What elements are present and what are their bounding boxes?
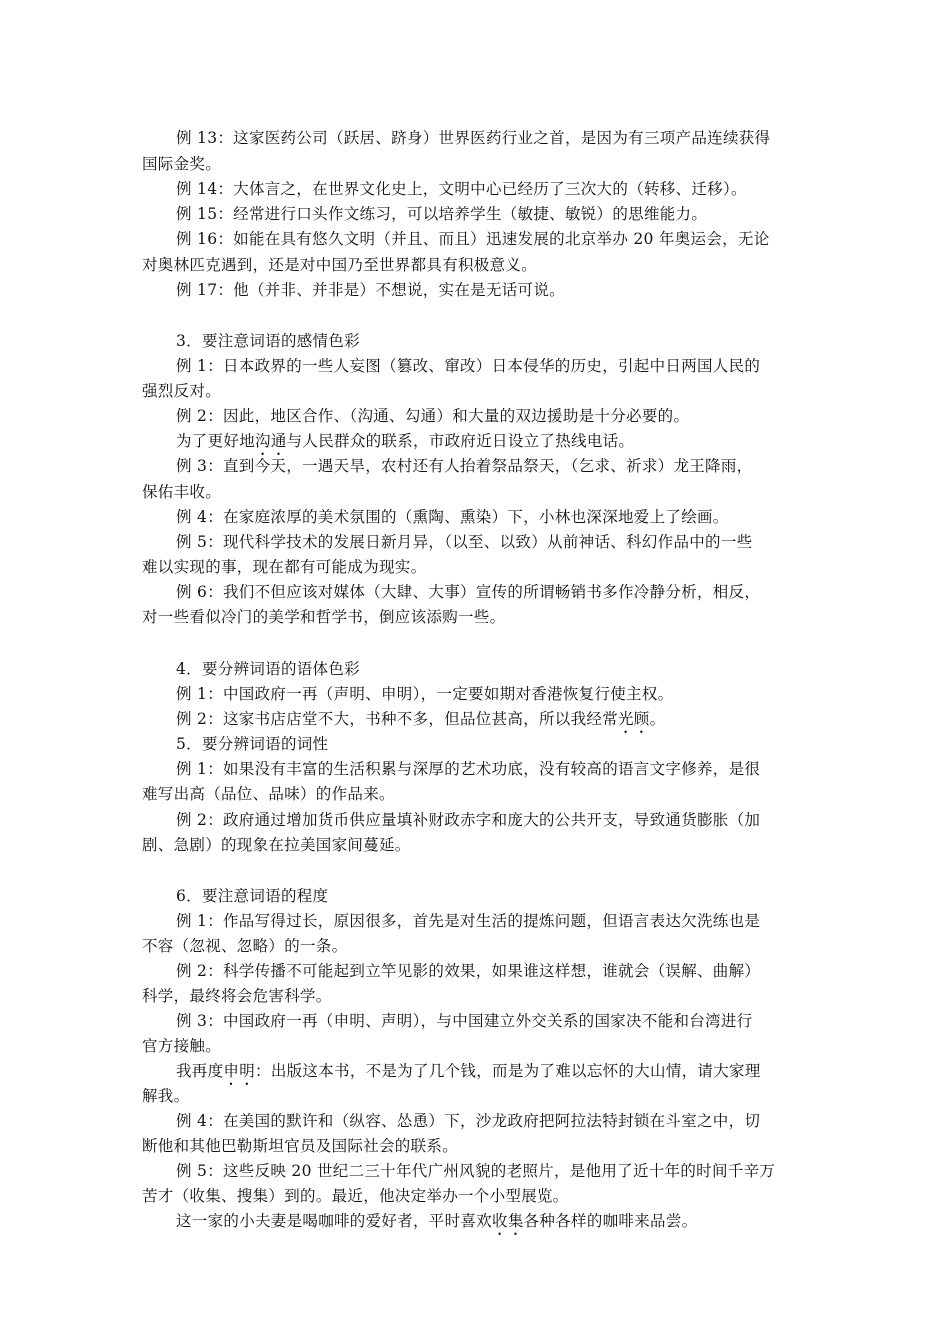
- s6-example-5-note: [176, 1211, 697, 1239]
- s4-example-2: [176, 709, 665, 737]
- example-17: 例 17：他（并非、并非是）不想说，实在是无话可说。: [176, 281, 565, 299]
- s5-example-1-line-1: 例 1：如果没有丰富的生活积累与深厚的艺术功底，没有较高的语言文字修养，是很: [176, 760, 761, 778]
- s6-example-2-line-2: 科学，最终将会危害科学。: [142, 987, 332, 1005]
- note-text-pre: 为了更好地: [176, 432, 256, 450]
- example-16-line-2: 对奥林匹克遇到，还是对中国乃至世界都具有积极意义。: [142, 256, 538, 274]
- s6-example-5-line-2: 苦才（收集、搜集）到的。最近，他决定举办一个小型展览。: [142, 1187, 569, 1205]
- emphasized-word: 光顾: [618, 710, 650, 728]
- s6-example-4-line-2: 断他和其他巴勒斯坦官员及国际社会的联系。: [142, 1137, 459, 1155]
- section-3-heading: 3．要注意词语的感情色彩: [176, 332, 360, 350]
- s3-example-1-line-2: 强烈反对。: [142, 382, 222, 400]
- s3-example-2: 例 2：因此，地区合作、（沟通、勾通）和大量的双边援助是十分必要的。: [176, 407, 690, 425]
- s3-example-3-line-2: 保佑丰收。: [142, 483, 222, 501]
- section-4-heading: 4．要分辨词语的语体色彩: [176, 660, 360, 678]
- note-text-pre: 我再度: [176, 1062, 224, 1080]
- s4-example-1: 例 1：中国政府一再（声明、申明），一定要如期对香港恢复行使主权。: [176, 685, 674, 703]
- s6-example-4-line-1: 例 4：在美国的默许和（纵容、怂恿）下，沙龙政府把阿拉法特封锁在斗室之中，切: [176, 1112, 761, 1130]
- s3-example-2-note: [176, 431, 634, 459]
- s3-example-6-line-1: 例 6：我们不但应该对媒体（大肆、大事）宣传的所谓畅销书多作冷静分析，相反，: [176, 583, 761, 601]
- example-14: 例 14：大体言之，在世界文化史上，文明中心已经历了三次大的（转移、迁移）。: [176, 180, 747, 198]
- note-text-post: ：出版这本书，不是为了几个钱，而是为了难以忘怀的大山情，请大家理: [255, 1062, 761, 1080]
- s6-example-1-line-1: 例 1：作品写得过长，原因很多，首先是对生活的提炼问题，但语言表达欠洗练也是: [176, 912, 761, 930]
- s3-example-6-line-2: 对一些看似冷门的美学和哲学书，倒应该添购一些。: [142, 608, 506, 626]
- section-5-heading: 5．要分辨词语的词性: [176, 735, 329, 753]
- emphasized-word: 收集: [492, 1212, 524, 1230]
- note-text-pre: 这一家的小夫妻是喝咖啡的爱好者，平时喜欢: [176, 1212, 493, 1230]
- emphasized-word: 沟通: [255, 432, 287, 450]
- note-text-post: 与人民群众的联系，市政府近日设立了热线电话。: [286, 432, 635, 450]
- s6-example-1-line-2: 不容（忽视、忽略）的一条。: [142, 937, 348, 955]
- s3-example-4: 例 4：在家庭浓厚的美术氛围的（熏陶、熏染）下，小林也深深地爱上了绘画。: [176, 508, 729, 526]
- s6-example-3-line-1: 例 3：中国政府一再（申明、声明），与中国建立外交关系的国家决不能和台湾进行: [176, 1012, 753, 1030]
- s3-example-1-line-1: 例 1：日本政界的一些人妄图（篡改、窜改）日本侵华的历史，引起中日两国人民的: [176, 357, 761, 375]
- section-6-heading: 6．要注意词语的程度: [176, 887, 329, 905]
- text-pre: 例 2：这家书店店堂不大，书种不多，但品位甚高，所以我经常: [176, 710, 618, 728]
- example-13-line-2: 国际金奖。: [142, 155, 222, 173]
- s5-example-1-line-2: 难写出高（品位、品味）的作品来。: [142, 785, 395, 803]
- s6-example-5-line-1: 例 5：这些反映 20 世纪二三十年代广州风貌的老照片，是他用了近十年的时间千辛万: [176, 1162, 776, 1180]
- s5-example-2-line-1: 例 2：政府通过增加货币供应量填补财政赤字和庞大的公共开支，导致通货膨胀（加: [176, 811, 761, 829]
- example-13-line-1: 例 13：这家医药公司（跃居、跻身）世界医药行业之首，是因为有三项产品连续获得: [176, 129, 771, 147]
- example-15: 例 15：经常进行口头作文练习，可以培养学生（敏捷、敏锐）的思维能力。: [176, 205, 708, 223]
- s3-example-5-line-1: 例 5：现代科学技术的发展日新月异，（以至、以致）从前神话、科幻作品中的一些: [176, 533, 753, 551]
- s6-example-3-line-2: 官方接触。: [142, 1037, 222, 1055]
- note-text-post: 各种各样的咖啡来品尝。: [523, 1212, 698, 1230]
- s6-example-3-note-line-1: [176, 1061, 761, 1089]
- s3-example-5-line-2: 难以实现的事，现在都有可能成为现实。: [142, 558, 427, 576]
- emphasized-word: 申明: [223, 1062, 256, 1080]
- s6-example-3-note-line-2: 解我。: [142, 1087, 190, 1105]
- s5-example-2-line-2: 剧、急剧）的现象在拉美国家间蔓延。: [142, 836, 411, 854]
- example-16-line-1: 例 16：如能在具有悠久文明（并且、而且）迅速发展的北京举办 20 年奥运会，无论: [176, 230, 770, 248]
- text-post: 。: [649, 710, 666, 728]
- s6-example-2-line-1: 例 2：科学传播不可能起到立竿见影的效果，如果谁这样想，谁就会（误解、曲解）: [176, 962, 761, 980]
- s3-example-3-line-1: 例 3：直到今天，一遇天旱，农村还有人抬着祭品祭天，（乞求、祈求）龙王降雨，: [176, 457, 753, 475]
